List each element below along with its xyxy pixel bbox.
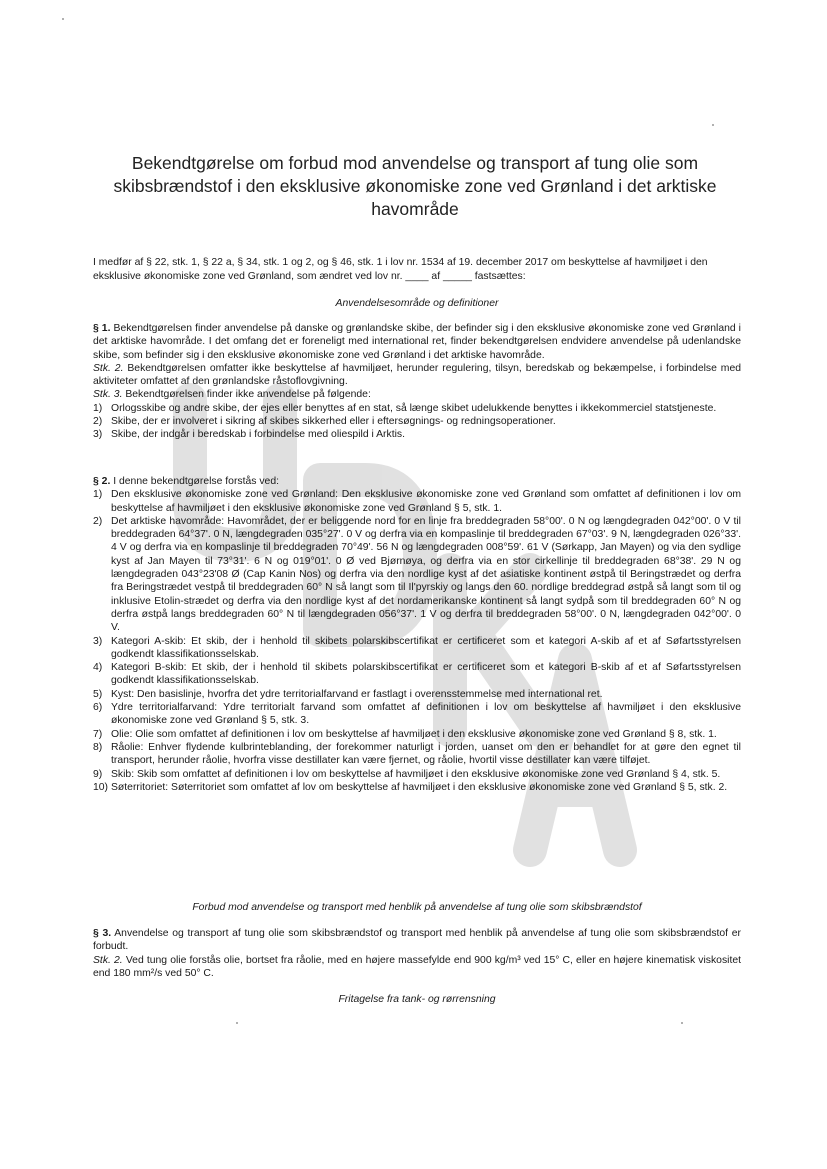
list-item: 8) Råolie: Enhver flydende kulbrinteblanding, der forekommer naturligt i jorden, uanset om den er behandlet for at gøre den egnet til transport, herunder råolie, hvorfra visse destillater kan være fjernet, og råolie, hvortil visse destillater kan være tilføjet.: [93, 741, 741, 767]
list-item: 1) Den eksklusive økonomiske zone ved Grønland: Den eksklusive økonomiske zone ved Grønland som omfattet af definitionen i lov om beskyttelse af havmiljøet i den eksklusive økonomiske zone ved Grønland § 5, stk. 1.: [93, 489, 741, 514]
section-2: [93, 475, 741, 794]
stk3-text: Bekendtgørelsen finder ikke anvendelse på følgende:: [122, 389, 371, 401]
section-3-stk2: [93, 954, 741, 981]
definition-list: [93, 488, 741, 794]
section-2-text: I denne bekendtgørelse forstås ved:: [110, 476, 280, 487]
heading-tank-cleaning-exemption: Fritagelse fra tank- og rørrensning: [338, 994, 496, 1005]
list-item: 7) Olie: Olie som omfattet af definitionen i lov om beskyttelse af havmiljøet i den eksklusive økonomiske zone ved Grønland § 8, stk. 1.: [93, 728, 717, 740]
stk3-label: Stk. 3.: [93, 389, 123, 401]
section-1-stk3: [93, 388, 741, 401]
scan-speck: [62, 18, 64, 20]
section-1-stk2: [93, 362, 741, 389]
list-item: 5) Kyst: Den basislinje, hvorfra det ydre territorialfarvand er fastlagt i overensstemmelse med international ret.: [93, 688, 603, 700]
heading-scope-definitions: Anvendelsesområde og definitioner: [335, 298, 499, 309]
section-3-label: § 3.: [93, 928, 112, 939]
section-2-paragraph: [93, 475, 741, 488]
section-1: [93, 322, 741, 442]
stk2-text: Ved tung olie forstås olie, bortset fra råolie, med en højere massefylde end 900 kg/m³ ved 15° C, eller en højere kinematisk viskositet end 180 mm²/s ved 50° C.: [93, 954, 742, 979]
heading-heavy-oil-ban: Forbud mod anvendelse og transport med henblik på anvendelse af tung olie som skibsbrændstof: [192, 902, 642, 913]
section-3-paragraph: [93, 927, 741, 954]
scan-speck: [712, 124, 714, 126]
stk2-text: Bekendtgørelsen omfatter ikke beskyttelse af havmiljøet, herunder regulering, tilsyn, beredskab og bekæmpelse, i forbindelse med aktiviteter omfattet af den grønlandske råstoflovgivning.: [93, 362, 741, 388]
section-1-text: Bekendtgørelsen finder anvendelse på danske og grønlandske skibe, der befinder sig i den eksklusive økonomiske zone ved Grønland i det arktiske havområde. I det omfang det er foreneligt med international ret, finder bekendtgørelsen endvidere anvendelse på udenlandske skibe, som befinder sig i den eksklusive økonomiske zone ved Grønland i det arktiske havområde.: [93, 323, 741, 361]
section-3-text: Anvendelse og transport af tung olie som skibsbrændstof og transport med henblik på anvendelse af tung olie som skibsbrændstof er forbudt.: [93, 928, 741, 953]
exemption-list: [93, 402, 741, 442]
list-item: 1) Orlogsskibe og andre skibe, der ejes eller benyttes af en stat, så længe skibet udelukkende benyttes i ikkekommerciel statstjeneste.: [93, 402, 717, 414]
stk2-label: Stk. 2.: [93, 362, 124, 374]
stk2-label: Stk. 2.: [93, 954, 123, 966]
section-2-label: § 2.: [93, 476, 111, 487]
scan-speck: [236, 1022, 238, 1024]
scan-speck: [681, 1022, 683, 1024]
preamble: I medfør af § 22, stk. 1, § 22 a, § 34, stk. 1 og 2, og § 46, stk. 1 i lov nr. 1534 af 19. december 2017 om beskyttelse af havmiljøet i den eksklusive økonomiske zone ved Grønland, som ændret ved lov nr. ____ af _____ fastsættes:: [93, 257, 708, 282]
list-item: 2) Skibe, der er involveret i sikring af skibes sikkerhed eller i eftersøgnings- og redningsoperationer.: [93, 416, 556, 428]
section-1-paragraph: [93, 322, 741, 362]
list-item: 10) Søterritoriet: Søterritoriet som omfattet af lov om beskyttelse af havmiljøet i den eksklusive økonomiske zone ved Grønland § 5, stk. 2.: [93, 781, 728, 793]
list-item: 2) Det arktiske havområde: Havområdet, der er beliggende nord for en linje fra breddegraden 58°00'. 0 N og længdegraden 042°00'. 0 V til breddegraden 64°37'. 0 N, længdegraden 035°27'. 0 V og derfra via en kompaslinje til breddegraden 67°03'. 9 N, længdegraden 026°33'. 4 V og derfra via en kompaslinje til breddegraden 70°49'. 56 N og længdegraden 008°59'. 61 V (Sørkapp, Jan Mayen) og via den sydlige kyst af Jan Mayen til 73°31'. 6 N og 019°01'. 0 Ø ved Bjørnøya, og derfra via en stor cirkellinje til breddegraden 68°38'. 29 N og længdegraden 043°23'08 Ø (Cap Kanin Nos) og derfra via den nordlige kyst af det asiatiske kontinent østpå til Beringstrædet og derfra fra Beringstrædet vestpå til breddegraden 60° N så langt som til Il'pyrskiy og langs den 60. nordlige breddegrad østpå så langt som til og inklusive Etolin-strædet og derfra via den nordlige kyst af det nordamerikanske kontinent så langt sydpå som til breddegraden 60° N og derfra østpå langs breddegraden 60° N til længdegraden 056°37'. 1 V og derfra til breddegraden 58°00'. 0 N, længdegraden 042°00'. 0 V.: [93, 515, 741, 634]
list-item: 3) Kategori A-skib: Et skib, der i henhold til skibets polarskibscertifikat er certificeret som et kategori A-skib af et af Søfartsstyrelsen godkendt klassifikationsselskab.: [93, 635, 741, 660]
list-item: 6) Ydre territorialfarvand: Ydre territorialt farvand som omfattet af definitionen i lov om beskyttelse af havmiljøet i den eksklusive økonomiske zone ved Grønland § 5, stk. 3.: [93, 702, 741, 727]
section-3: [93, 927, 741, 980]
document-title: Bekendtgørelse om forbud mod anvendelse og transport af tung olie som skibsbrændstof i den eksklusive økonomiske zone ved Grønland i det arktiske havområde: [113, 153, 717, 219]
list-item: 3) Skibe, der indgår i beredskab i forbindelse med oliespild i Arktis.: [93, 429, 405, 441]
section-1-label: § 1.: [93, 323, 111, 334]
list-item: 4) Kategori B-skib: Et skib, der i henhold til skibets polarskibscertifikat er certificeret som et kategori B-skib af et af Søfartsstyrelsen godkendt klassifikationsselskab.: [93, 662, 741, 687]
list-item: 9) Skib: Skib som omfattet af definitionen i lov om beskyttelse af havmiljøet i den eksklusive økonomiske zone ved Grønland § 4, stk. 5.: [93, 768, 721, 780]
